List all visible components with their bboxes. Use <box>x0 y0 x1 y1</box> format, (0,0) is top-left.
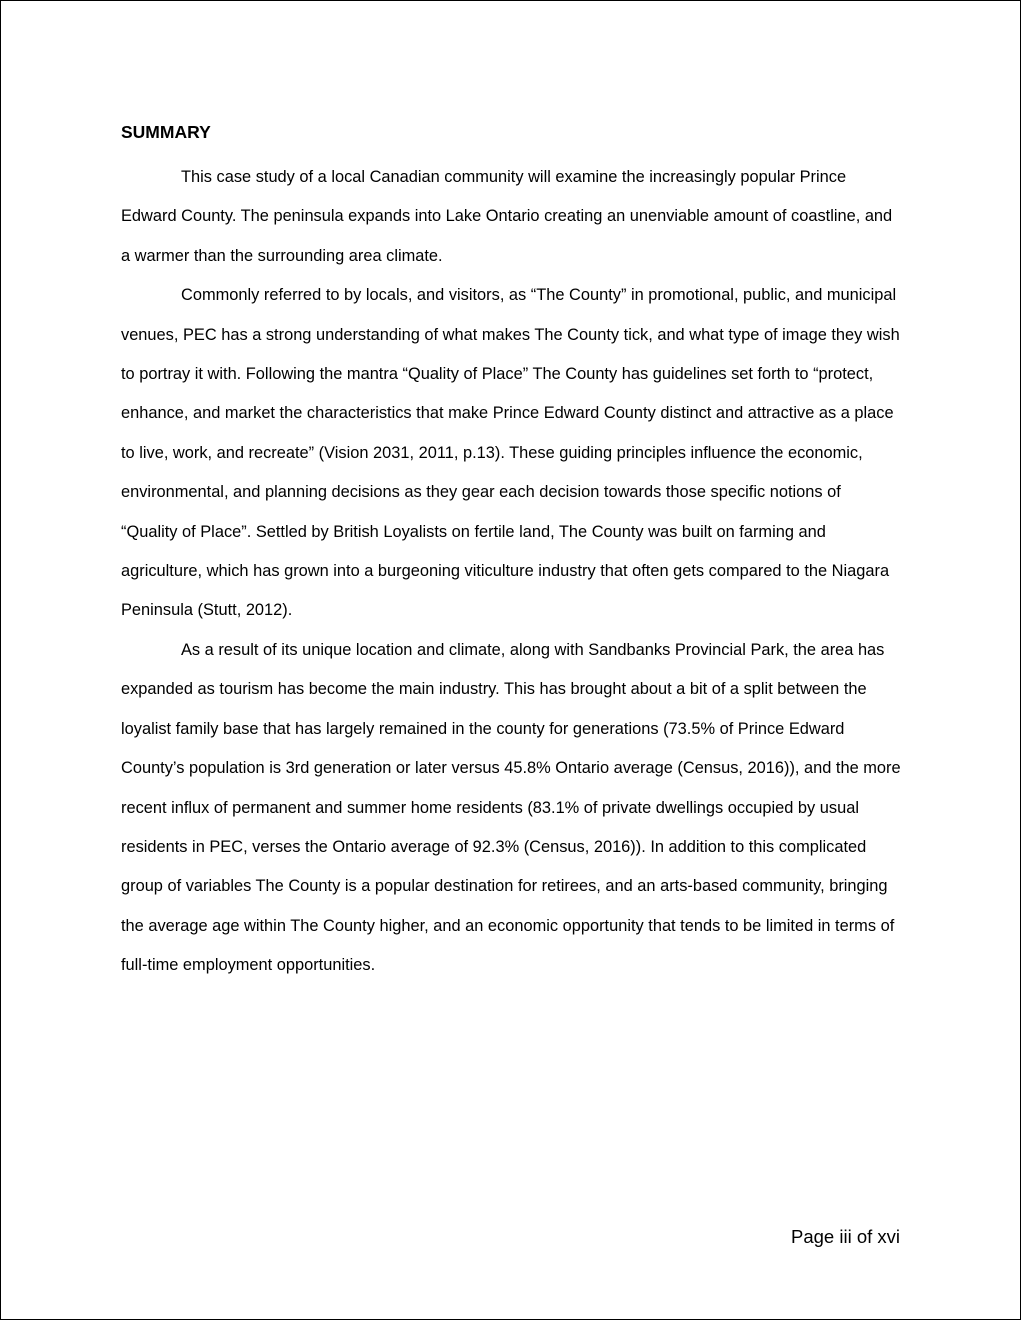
page-number: Page iii of xvi <box>791 1226 900 1247</box>
paragraph-tourism: As a result of its unique location and climate, along with Sandbanks Provincial Park, the area has expanded as tourism has become the main industry. This has brought about a bit of a split between the loyalist family base that has largely remained in the county for generations (73.5% of Prince Edward County’s population is 3rd generation or later versus 45.8% Ontario average (Census, 2016)), and the more recent influx of permanent and summer home residents (83.1% of private dwellings occupied by usual residents in PEC, verses the Ontario average of 92.3% (Census, 2016)). In addition to this complicated group of variables The County is a popular destination for retirees, and an arts-based community, bringing the average age within The County higher, and an economic opportunity that tends to be limited in terms of full-time employment opportunities. <box>121 640 901 975</box>
paragraph-quality-of-place: Commonly referred to by locals, and visitors, as “The County” in promotional, public, and municipal venues, PEC has a strong understanding of what makes The County tick, and what type of image they wish to portray it with. Following the mantra “Quality of Place” The County has guidelines set forth to “protect, enhance, and market the characteristics that make Prince Edward County distinct and attractive as a place to live, work, and recreate” (Vision 2031, 2011, p.13). These guiding principles influence the economic, environmental, and planning decisions as they gear each decision towards those specific notions of “Quality of Place”. Settled by British Loyalists on fertile land, The County was built on farming and agriculture, which has grown into a burgeoning viticulture industry that often gets compared to the Niagara Peninsula (Stutt, 2012). <box>121 286 900 620</box>
paragraph-intro: This case study of a local Canadian community will examine the increasingly popular Prince Edward County. The peninsula expands into Lake Ontario creating an unenviable amount of coastline, and a warmer than the surrounding area climate. <box>121 168 893 265</box>
section-heading: SUMMARY <box>121 122 211 142</box>
page-body <box>121 118 901 986</box>
